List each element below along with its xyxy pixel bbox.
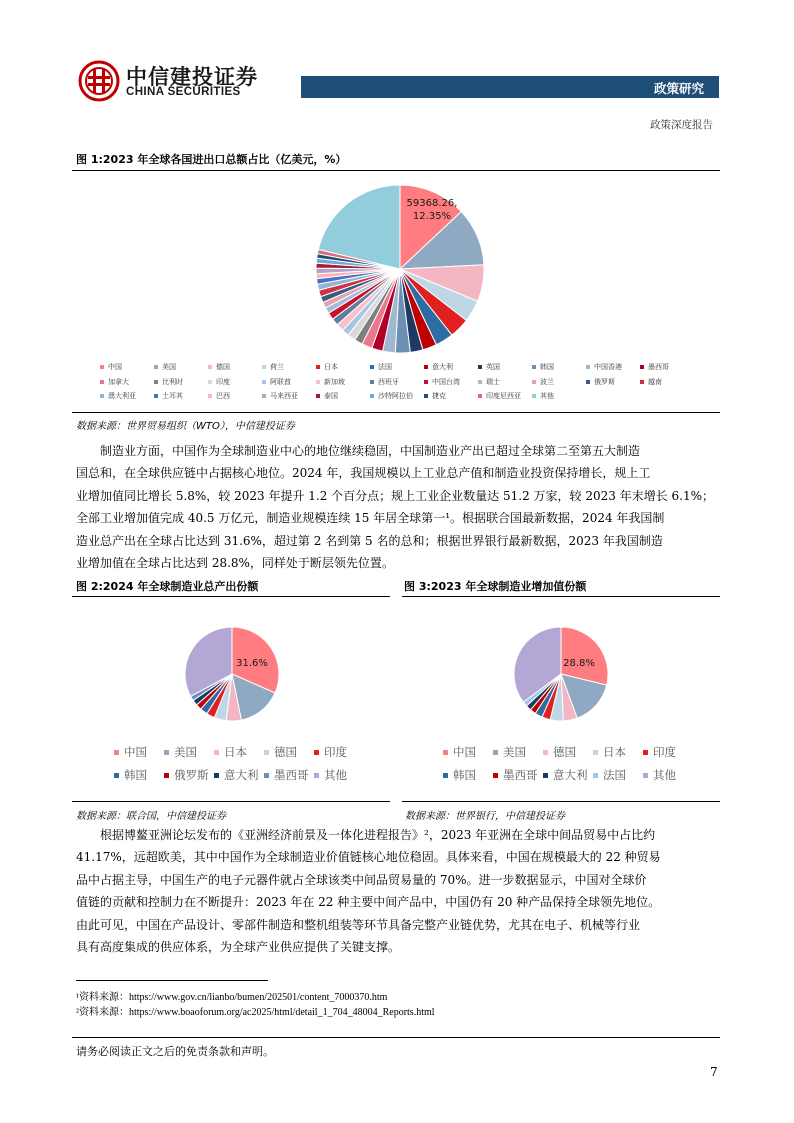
figure1-legend <box>100 362 700 408</box>
figure2-legend <box>114 744 384 788</box>
figure3-legend-swatch <box>443 773 448 778</box>
figure1-legend-item <box>316 377 345 387</box>
figure1-legend-item <box>154 377 183 387</box>
figure1-legend-item <box>532 362 554 372</box>
figure1-legend-swatch <box>370 394 374 398</box>
figure3-legend-item <box>493 767 538 783</box>
figure3-legend-label: 中国 <box>453 745 476 759</box>
figure3-title: 图 3:2023 年全球制造业增加值份额 <box>404 580 587 593</box>
figure1-legend-item <box>478 377 500 387</box>
figure2-legend-label: 日本 <box>224 745 247 759</box>
figure1-title: 图 1:2023 年全球各国进出口总额占比（亿美元，%） <box>76 153 347 166</box>
figure3-legend-item <box>543 767 588 783</box>
figure1-legend-label: 中国香港 <box>594 363 622 371</box>
figure1-legend-swatch <box>100 365 104 369</box>
paragraph-line: 业增加值同比增长 5.8%，较 2023 年提升 1.2 个百分点；规上工业企业数量达 51.2 万家，较 2023 年末增长 6.1%； <box>76 488 715 503</box>
page-number: 7 <box>710 1065 718 1079</box>
figure1-legend-label: 意大利 <box>432 363 453 371</box>
figure1-legend-label: 日本 <box>324 363 338 371</box>
figure1-legend-item <box>262 362 284 372</box>
figure1-legend-label: 阿联酋 <box>270 377 291 386</box>
figure1-legend-swatch <box>316 380 320 384</box>
figure2-label: 31.6% <box>236 658 268 669</box>
figure3-legend-swatch <box>443 750 448 755</box>
figure1-legend-swatch <box>154 365 158 369</box>
figure2-legend-item <box>214 744 247 760</box>
figure1-legend-label: 韩国 <box>540 363 554 371</box>
figure1-legend-swatch <box>208 394 212 398</box>
figure1-legend-label: 马来西亚 <box>270 392 298 400</box>
figure1-legend-swatch <box>640 380 644 384</box>
figure2-legend-swatch <box>264 750 269 755</box>
figure2-legend-label: 意大利 <box>224 768 259 782</box>
figure3-legend-label: 美国 <box>503 745 526 759</box>
figure1-legend-label: 西班牙 <box>378 377 399 386</box>
logo-mark-icon <box>78 60 120 102</box>
figure1-legend-swatch <box>370 365 374 369</box>
figure3-legend-swatch <box>543 773 548 778</box>
figure3-legend-label: 墨西哥 <box>503 768 538 782</box>
figure3-legend-label: 意大利 <box>553 768 588 782</box>
paragraph-line: 具有高度集成的供应体系，为全球产业供应提供了关键支撑。 <box>76 940 401 955</box>
paragraph-2 <box>76 824 721 958</box>
figure1-legend-item <box>586 377 615 387</box>
figure1-bottom-rule <box>72 412 720 413</box>
figure3-legend-label: 其他 <box>653 768 676 782</box>
figure2-legend-item <box>164 767 209 783</box>
figure2-pie-chart <box>180 622 284 726</box>
figure1-legend-swatch <box>586 365 590 369</box>
figure2-legend-swatch <box>114 750 119 755</box>
figure1-legend-swatch <box>100 380 104 384</box>
figure1-label-value: 59368.26, <box>406 198 458 209</box>
figure3-legend-swatch <box>643 773 648 778</box>
figure2-legend-item <box>114 767 147 783</box>
paragraph-line: 由此可见，中国在产品设计、零部件制造和整机组装等环节具备完整产业链优势，尤其在电子、机械等行业 <box>76 917 641 932</box>
figure1-legend-label: 其他 <box>540 392 554 400</box>
header <box>0 0 794 131</box>
figure1-legend-swatch <box>478 394 482 398</box>
figure1-legend-label: 英国 <box>486 363 500 371</box>
figure2-legend-swatch <box>214 750 219 755</box>
figure1-legend-swatch <box>316 394 320 398</box>
figure1-legend-label: 土耳其 <box>162 392 183 400</box>
figure1-legend-swatch <box>370 380 374 384</box>
figure1-legend-label: 巴西 <box>216 392 230 400</box>
figure2-legend-label: 韩国 <box>124 768 147 782</box>
figure1-legend-swatch <box>532 365 536 369</box>
figure1-legend-label: 法国 <box>378 363 392 371</box>
figure1-legend-label: 瑞士 <box>486 377 500 386</box>
figure1-legend-item <box>424 362 453 372</box>
figure1-legend-swatch <box>208 380 212 384</box>
figure3-legend-label: 印度 <box>653 745 676 759</box>
figure2-legend-swatch <box>314 773 319 778</box>
figure1-legend-label: 印度尼西亚 <box>486 392 521 400</box>
figure3-legend-swatch <box>543 750 548 755</box>
figure1-legend-label: 荷兰 <box>270 363 284 371</box>
paragraph-line: 国总和，在全球供应链中占据核心地位。2024 年，我国规模以上工业总产值和制造业投资保持增长，规上工 <box>76 466 651 481</box>
figure1-legend-label: 墨西哥 <box>648 363 669 371</box>
figure1-legend-label: 加拿大 <box>108 377 129 386</box>
figure3-legend-item <box>543 744 576 760</box>
figure2-legend-swatch <box>164 773 169 778</box>
footnote-2: ²资料来源：https://www.boaoforum.org/ac2025/html/detail_1_704_48004_Reports.html <box>76 1007 435 1018</box>
paragraph-line: 41.17%，远超欧美，其中中国作为全球制造业价值链核心地位稳固。具体来看，中国在规模最大的 22 种贸易 <box>76 850 661 865</box>
figure1-legend-item <box>640 377 662 387</box>
figure1-legend-label: 波兰 <box>540 377 554 386</box>
figure1-legend-swatch <box>478 365 482 369</box>
figure3-top-rule <box>402 596 720 597</box>
figure3-legend-swatch <box>493 773 498 778</box>
paragraph-1 <box>76 440 721 574</box>
figure2-legend-label: 墨西哥 <box>274 768 309 782</box>
figure1-legend-swatch <box>208 365 212 369</box>
figure1-legend-item <box>262 391 298 401</box>
figure2-bottom-rule <box>72 801 390 802</box>
figure1-legend-item <box>532 391 554 401</box>
figure1-legend-item <box>640 362 669 372</box>
figure1-legend-item <box>316 362 338 372</box>
figure2-legend-label: 其他 <box>324 768 347 782</box>
figure1-legend-label: 比利时 <box>162 377 183 386</box>
figure2-legend-item <box>214 767 259 783</box>
figure1-legend-swatch <box>262 394 266 398</box>
figure2-legend-label: 美国 <box>174 745 197 759</box>
figure1-legend-item <box>478 391 521 401</box>
figure1-legend-item <box>586 362 622 372</box>
figure1-legend-item <box>100 362 122 372</box>
logo-text-cn: 中信建投证券 <box>126 65 258 89</box>
figure1-legend-item <box>208 391 230 401</box>
paragraph-line: 制造业方面，中国作为全球制造业中心的地位继续稳固，中国制造业产出已超过全球第二至第五大制造 <box>100 444 641 458</box>
figure2-source: 数据来源：联合国，中信建投证券 <box>76 811 226 822</box>
figure3-label: 28.8% <box>563 658 595 669</box>
figure1-label-pct: 12.35% <box>412 211 452 222</box>
figure1-legend-label: 越南 <box>648 377 662 386</box>
figure1-legend-label: 中国 <box>108 363 122 371</box>
figure3-legend-label: 法国 <box>603 768 626 782</box>
figure1-legend-label: 印度 <box>216 377 230 386</box>
figure3-legend-item <box>643 767 676 783</box>
figure1-pie-chart <box>300 176 500 362</box>
figure2-legend-label: 中国 <box>124 745 147 759</box>
figure2-legend-swatch <box>214 773 219 778</box>
figure1-source: 数据来源：世界贸易组织（WTO），中信建投证券 <box>76 421 295 432</box>
figure1-legend-item <box>370 377 399 387</box>
figure1-legend-swatch <box>640 365 644 369</box>
figure2-legend-item <box>314 744 347 760</box>
figure2-legend-swatch <box>314 750 319 755</box>
paragraph-line: 品中占据主导，中国生产的电子元器件就占全球该类中间品贸易量的 70%。进一步数据显示，中国对全球价 <box>76 872 647 887</box>
figure3-legend <box>443 744 713 788</box>
figure3-legend-swatch <box>593 773 598 778</box>
figure1-legend-label: 沙特阿拉伯 <box>378 392 413 400</box>
figure3-legend-swatch <box>493 750 498 755</box>
figure1-legend-swatch <box>532 380 536 384</box>
figure1-legend-swatch <box>262 380 266 384</box>
figure3-bottom-rule <box>402 801 720 802</box>
paragraph-line: 全部工业增加值完成 40.5 万亿元，制造业规模连续 15 年居全球第一¹。根据联合国最新数据，2024 年我国制 <box>76 511 665 526</box>
figure1-legend-label: 美国 <box>162 363 176 371</box>
paragraph-line: 业增加值在全球占比达到 28.8%，同样处于断层领先位置。 <box>76 556 394 571</box>
paragraph-line: 造业总产出在全球占比达到 31.6%，超过第 2 名到第 5 名的总和；根据世界银行最新数据，2023 年我国制造 <box>76 533 663 548</box>
footer-rule <box>72 1037 720 1038</box>
figure1-legend-swatch <box>262 365 266 369</box>
figure1-legend-swatch <box>586 380 590 384</box>
figure1-legend-item <box>316 391 338 401</box>
figure1-legend-label: 新加坡 <box>324 377 345 386</box>
figure1-legend-label: 泰国 <box>324 392 338 400</box>
figure2-title: 图 2:2024 年全球制造业总产出份额 <box>76 580 259 593</box>
figure1-legend-item <box>100 391 136 401</box>
figure1-legend-swatch <box>154 394 158 398</box>
figure2-legend-item <box>314 767 347 783</box>
figure1-legend-item <box>478 362 500 372</box>
figure1-legend-item <box>424 377 460 387</box>
figure3-legend-item <box>443 767 476 783</box>
paragraph-line: 根据博鳌亚洲论坛发布的《亚洲经济前景及一体化进程报告》²，2023 年亚洲在全球中间品贸易中占比约 <box>100 828 656 842</box>
figure1-legend-swatch <box>316 365 320 369</box>
figure1-legend-swatch <box>478 380 482 384</box>
figure1-legend-swatch <box>100 394 104 398</box>
footer-disclaimer: 请务必阅读正文之后的免责条款和声明。 <box>76 1045 274 1058</box>
figure2-legend-swatch <box>164 750 169 755</box>
figure1-legend-label: 德国 <box>216 363 230 371</box>
header-subtitle: 政策深度报告 <box>650 119 713 131</box>
figure2-legend-label: 德国 <box>274 745 297 759</box>
figure1-legend-label: 中国台湾 <box>432 377 460 386</box>
figure2-legend-item <box>264 744 297 760</box>
figure1-legend-item <box>370 362 392 372</box>
paragraph-line: 值链的贡献和控制力在不断提升：2023 年在 22 种主要中间产品中，中国仍有 20 种产品保持全球领先地位。 <box>76 895 661 910</box>
figure2-legend-swatch <box>114 773 119 778</box>
figure2-legend-item <box>264 767 309 783</box>
figure1-legend-item <box>370 391 413 401</box>
figure3-legend-label: 德国 <box>553 745 576 759</box>
figure1-legend-swatch <box>424 380 428 384</box>
footnote-1: ¹资料来源：https://www.gov.cn/lianbo/bumen/202501/content_7000370.htm <box>76 992 388 1003</box>
figure3-pie-chart <box>509 622 613 726</box>
figure1-top-rule <box>72 170 720 171</box>
figure1-legend-label: 俄罗斯 <box>594 377 615 386</box>
figure3-legend-item <box>643 744 676 760</box>
figure2-legend-item <box>164 744 197 760</box>
figure3-legend-item <box>593 744 626 760</box>
figure1-legend-label: 捷克 <box>432 392 446 400</box>
figure1-legend-item <box>424 391 446 401</box>
figure1-legend-item <box>208 377 230 387</box>
figure1-legend-swatch <box>154 380 158 384</box>
figure1-legend-item <box>100 377 129 387</box>
figure3-legend-item <box>443 744 476 760</box>
figure3-legend-item <box>493 744 526 760</box>
figure2-legend-label: 印度 <box>324 745 347 759</box>
figure1-legend-item <box>154 362 176 372</box>
figure2-legend-item <box>114 744 147 760</box>
figure3-legend-label: 日本 <box>603 745 626 759</box>
figure2-legend-label: 俄罗斯 <box>174 768 209 782</box>
figure3-source: 数据来源：世界银行，中信建投证券 <box>405 811 565 822</box>
figure1-legend-swatch <box>424 394 428 398</box>
footnote-rule <box>76 980 268 981</box>
figure3-legend-swatch <box>643 750 648 755</box>
figure3-legend-item <box>593 767 626 783</box>
figure1-legend-item <box>262 377 291 387</box>
figure1-legend-item <box>532 377 554 387</box>
figure3-legend-label: 韩国 <box>453 768 476 782</box>
logo-text-en: CHINA SECURITIES <box>126 86 241 98</box>
figure1-legend-item <box>208 362 230 372</box>
header-category: 政策研究 <box>654 81 705 96</box>
figure2-top-rule <box>72 596 390 597</box>
figure1-legend-swatch <box>424 365 428 369</box>
figure1-legend-swatch <box>532 394 536 398</box>
figure3-legend-swatch <box>593 750 598 755</box>
figure2-legend-swatch <box>264 773 269 778</box>
figure1-legend-label: 澳大利亚 <box>108 392 136 400</box>
figure1-legend-item <box>154 391 183 401</box>
